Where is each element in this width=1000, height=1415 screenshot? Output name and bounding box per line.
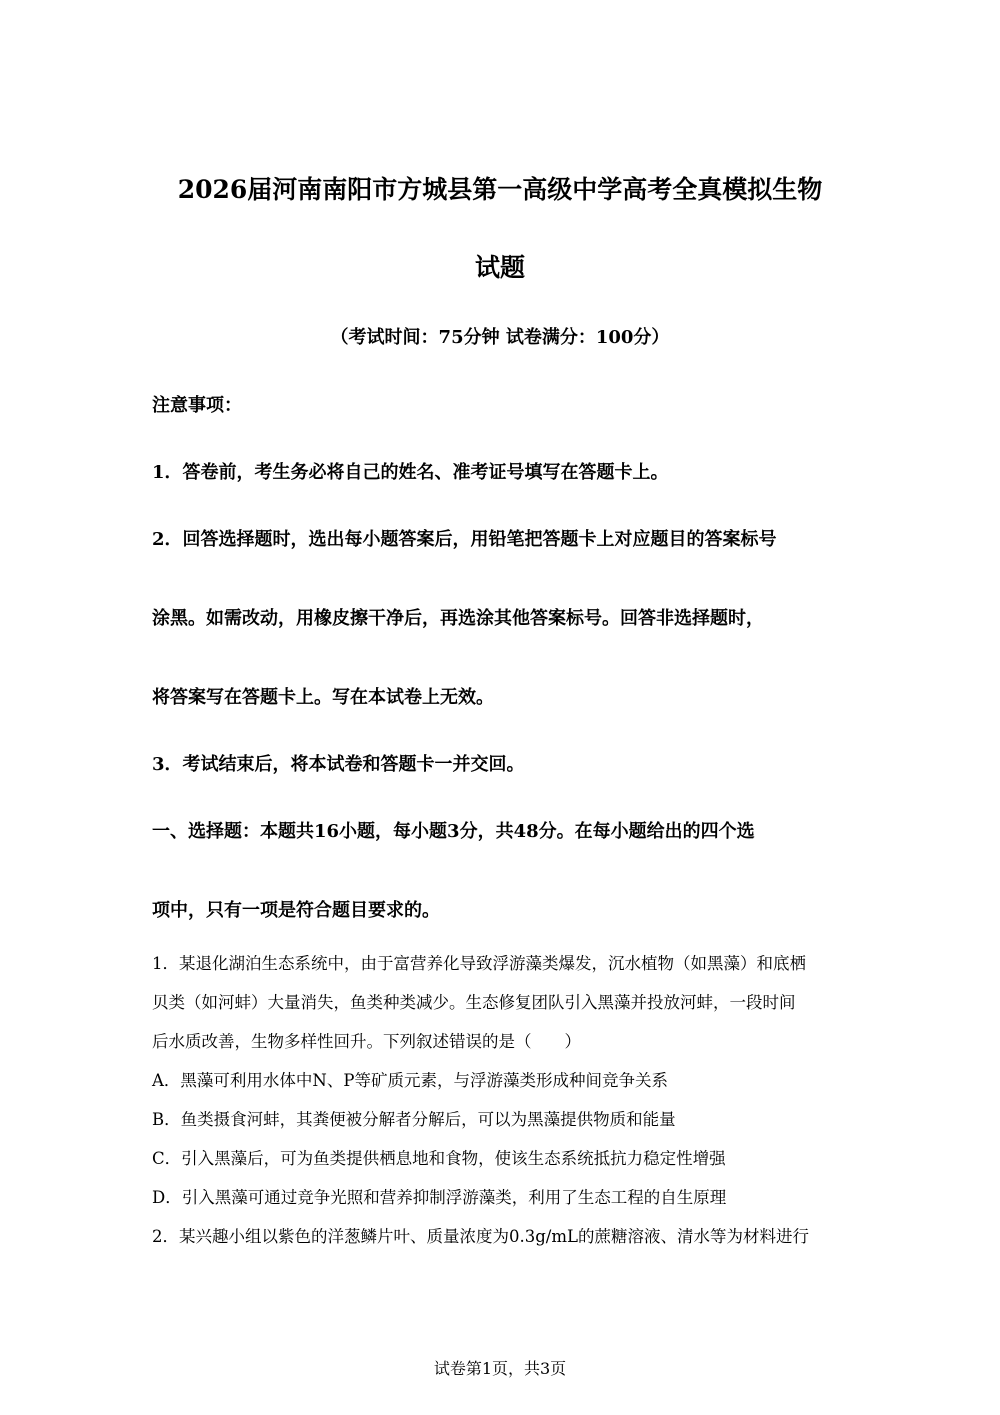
- section-1-heading-line2: 项中，只有一项是符合题目要求的。: [152, 900, 440, 921]
- note-item-2-line1: 2．回答选择题时，选出每小题答案后，用铅笔把答题卡上对应题目的答案标号: [152, 529, 777, 550]
- question-1-stem-line1: 1．某退化湖泊生态系统中，由于富营养化导致浮游藻类爆发，沉水植物（如黑藻）和底栖: [152, 954, 806, 973]
- note-item-3: 3．考试结束后，将本试卷和答题卡一并交回。: [152, 754, 525, 775]
- section-1-heading-line1: 一、选择题：本题共16小题，每小题3分，共48分。在每小题给出的四个选: [152, 821, 755, 842]
- note-item-2-line3: 将答案写在答题卡上。写在本试卷上无效。: [152, 687, 494, 708]
- question-1-option-c: C．引入黑藻后，可为鱼类提供栖息地和食物，使该生态系统抵抗力稳定性增强: [152, 1149, 726, 1168]
- question-1-option-d: D．引入黑藻可通过竞争光照和营养抑制浮游藻类，利用了生态工程的自生原理: [152, 1188, 727, 1207]
- note-item-2-line2: 涂黑。如需改动，用橡皮擦干净后，再选涂其他答案标号。回答非选择题时，: [152, 608, 764, 629]
- question-1-stem-line3: 后水质改善，生物多样性回升。下列叙述错误的是（ ）: [152, 1032, 581, 1051]
- question-2-stem-line1: 2．某兴趣小组以紫色的洋葱鳞片叶、质量浓度为0.3g/mL的蔗糖溶液、清水等为材料进行: [152, 1227, 809, 1246]
- exam-info: （考试时间：75分钟 试卷满分：100分）: [330, 327, 670, 348]
- exam-title-line1: 2026届河南南阳市方城县第一高级中学高考全真模拟生物: [177, 175, 823, 204]
- question-1-option-b: B．鱼类摄食河蚌，其粪便被分解者分解后，可以为黑藻提供物质和能量: [152, 1110, 676, 1129]
- note-item-1: 1．答卷前，考生务必将自己的姓名、准考证号填写在答题卡上。: [152, 462, 669, 483]
- question-1-stem-line2: 贝类（如河蚌）大量消失，鱼类种类减少。生态修复团队引入黑藻并投放河蚌，一段时间: [152, 993, 796, 1012]
- exam-title-line2: 试题: [474, 253, 525, 282]
- notes-heading: 注意事项：: [152, 395, 242, 416]
- question-1-option-a: A．黑藻可利用水体中N、P等矿质元素，与浮游藻类形成种间竞争关系: [152, 1071, 668, 1090]
- page-footer: 试卷第1页，共3页: [433, 1359, 567, 1378]
